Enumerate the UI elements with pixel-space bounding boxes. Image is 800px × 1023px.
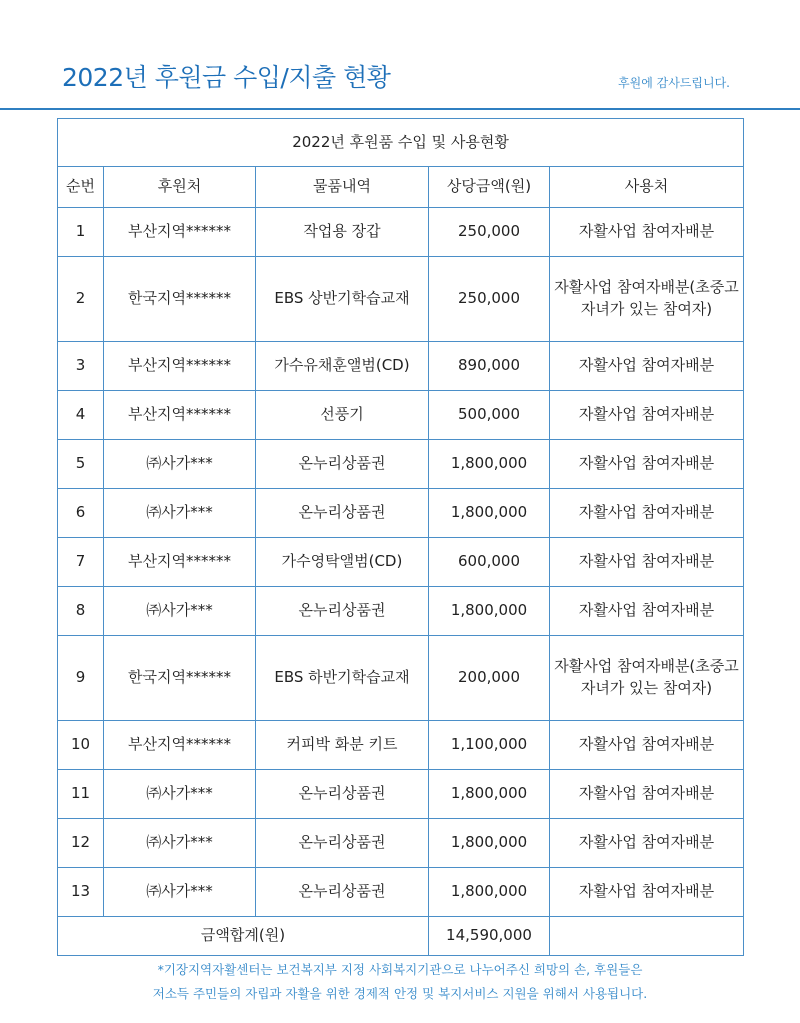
cell-amount: 250,000 — [429, 208, 550, 257]
cell-number: 8 — [58, 587, 104, 636]
total-empty-cell — [550, 917, 744, 956]
cell-number: 5 — [58, 440, 104, 489]
total-value: 14,590,000 — [429, 917, 550, 956]
table-row — [58, 257, 744, 342]
table-total-row — [58, 917, 744, 956]
table-row — [58, 868, 744, 917]
cell-number: 7 — [58, 538, 104, 587]
footnote — [0, 958, 800, 1006]
column-header-item: 물품내역 — [256, 167, 429, 208]
footnote-line-2: 저소득 주민들의 자립과 자활을 위한 경제적 안정 및 복지서비스 지원을 위해서 사용됩니다. — [152, 986, 648, 1001]
table-row — [58, 819, 744, 868]
column-header-usage: 사용처 — [550, 167, 744, 208]
table-row — [58, 636, 744, 721]
cell-donor: ㈜사가*** — [104, 440, 256, 489]
column-header-number: 순번 — [58, 167, 104, 208]
cell-number: 4 — [58, 391, 104, 440]
cell-item: 가수영탁앨범(CD) — [256, 538, 429, 587]
cell-donor: 한국지역****** — [104, 257, 256, 342]
cell-amount: 1,800,000 — [429, 770, 550, 819]
column-header-donor: 후원처 — [104, 167, 256, 208]
table-row — [58, 721, 744, 770]
cell-number: 2 — [58, 257, 104, 342]
table-row — [58, 440, 744, 489]
cell-usage: 자활사업 참여자배분 — [550, 208, 744, 257]
cell-amount: 250,000 — [429, 257, 550, 342]
cell-number: 6 — [58, 489, 104, 538]
cell-donor: ㈜사가*** — [104, 587, 256, 636]
table-row — [58, 208, 744, 257]
cell-item: 온누리상품권 — [256, 819, 429, 868]
cell-number: 3 — [58, 342, 104, 391]
table-header-row — [58, 167, 744, 208]
cell-item: 온누리상품권 — [256, 440, 429, 489]
cell-item: 커피박 화분 키트 — [256, 721, 429, 770]
cell-item: 온누리상품권 — [256, 587, 429, 636]
cell-usage: 자활사업 참여자배분 — [550, 538, 744, 587]
cell-number: 10 — [58, 721, 104, 770]
cell-usage: 자활사업 참여자배분 — [550, 770, 744, 819]
cell-donor: ㈜사가*** — [104, 819, 256, 868]
cell-number: 9 — [58, 636, 104, 721]
cell-donor: 부산지역****** — [104, 538, 256, 587]
cell-usage: 자활사업 참여자배분 — [550, 391, 744, 440]
cell-item: 온누리상품권 — [256, 868, 429, 917]
cell-amount: 1,100,000 — [429, 721, 550, 770]
table-caption-row — [58, 119, 744, 167]
cell-item: EBS 하반기학습교재 — [256, 636, 429, 721]
column-header-amount: 상당금액(원) — [429, 167, 550, 208]
cell-amount: 1,800,000 — [429, 489, 550, 538]
cell-item: 온누리상품권 — [256, 489, 429, 538]
cell-amount: 890,000 — [429, 342, 550, 391]
cell-item: EBS 상반기학습교재 — [256, 257, 429, 342]
cell-usage: 자활사업 참여자배분 — [550, 868, 744, 917]
cell-donor: 한국지역****** — [104, 636, 256, 721]
table-row — [58, 538, 744, 587]
cell-usage: 자활사업 참여자배분(초중고 자녀가 있는 참여자) — [550, 636, 744, 721]
table-caption: 2022년 후원품 수입 및 사용현황 — [58, 119, 744, 167]
cell-item: 선풍기 — [256, 391, 429, 440]
table-row — [58, 342, 744, 391]
donation-table — [57, 118, 744, 956]
cell-amount: 1,800,000 — [429, 868, 550, 917]
cell-usage: 자활사업 참여자배분 — [550, 489, 744, 538]
header-divider — [0, 108, 800, 110]
cell-donor: ㈜사가*** — [104, 770, 256, 819]
cell-number: 12 — [58, 819, 104, 868]
cell-number: 1 — [58, 208, 104, 257]
cell-amount: 500,000 — [429, 391, 550, 440]
cell-donor: 부산지역****** — [104, 721, 256, 770]
cell-donor: 부산지역****** — [104, 208, 256, 257]
cell-donor: 부산지역****** — [104, 342, 256, 391]
cell-usage: 자활사업 참여자배분 — [550, 587, 744, 636]
cell-item: 온누리상품권 — [256, 770, 429, 819]
table-row — [58, 770, 744, 819]
cell-number: 13 — [58, 868, 104, 917]
cell-item: 작업용 장갑 — [256, 208, 429, 257]
table-row — [58, 391, 744, 440]
cell-usage: 자활사업 참여자배분(초중고 자녀가 있는 참여자) — [550, 257, 744, 342]
thanks-note: 후원에 감사드립니다. — [618, 76, 730, 90]
cell-item: 가수유채훈앨범(CD) — [256, 342, 429, 391]
cell-amount: 1,800,000 — [429, 587, 550, 636]
cell-amount: 600,000 — [429, 538, 550, 587]
cell-amount: 200,000 — [429, 636, 550, 721]
cell-usage: 자활사업 참여자배분 — [550, 440, 744, 489]
cell-amount: 1,800,000 — [429, 819, 550, 868]
cell-donor: ㈜사가*** — [104, 489, 256, 538]
table-row — [58, 587, 744, 636]
total-label: 금액합계(원) — [58, 917, 429, 956]
table-row — [58, 489, 744, 538]
cell-usage: 자활사업 참여자배분 — [550, 819, 744, 868]
cell-donor: ㈜사가*** — [104, 868, 256, 917]
cell-usage: 자활사업 참여자배분 — [550, 342, 744, 391]
cell-donor: 부산지역****** — [104, 391, 256, 440]
cell-number: 11 — [58, 770, 104, 819]
cell-usage: 자활사업 참여자배분 — [550, 721, 744, 770]
footnote-line-1: *기장지역자활센터는 보건복지부 지정 사회복지기관으로 나누어주신 희망의 손, 후원들은 — [157, 962, 643, 977]
cell-amount: 1,800,000 — [429, 440, 550, 489]
page-title: 2022년 후원금 수입/지출 현황 — [62, 63, 391, 92]
